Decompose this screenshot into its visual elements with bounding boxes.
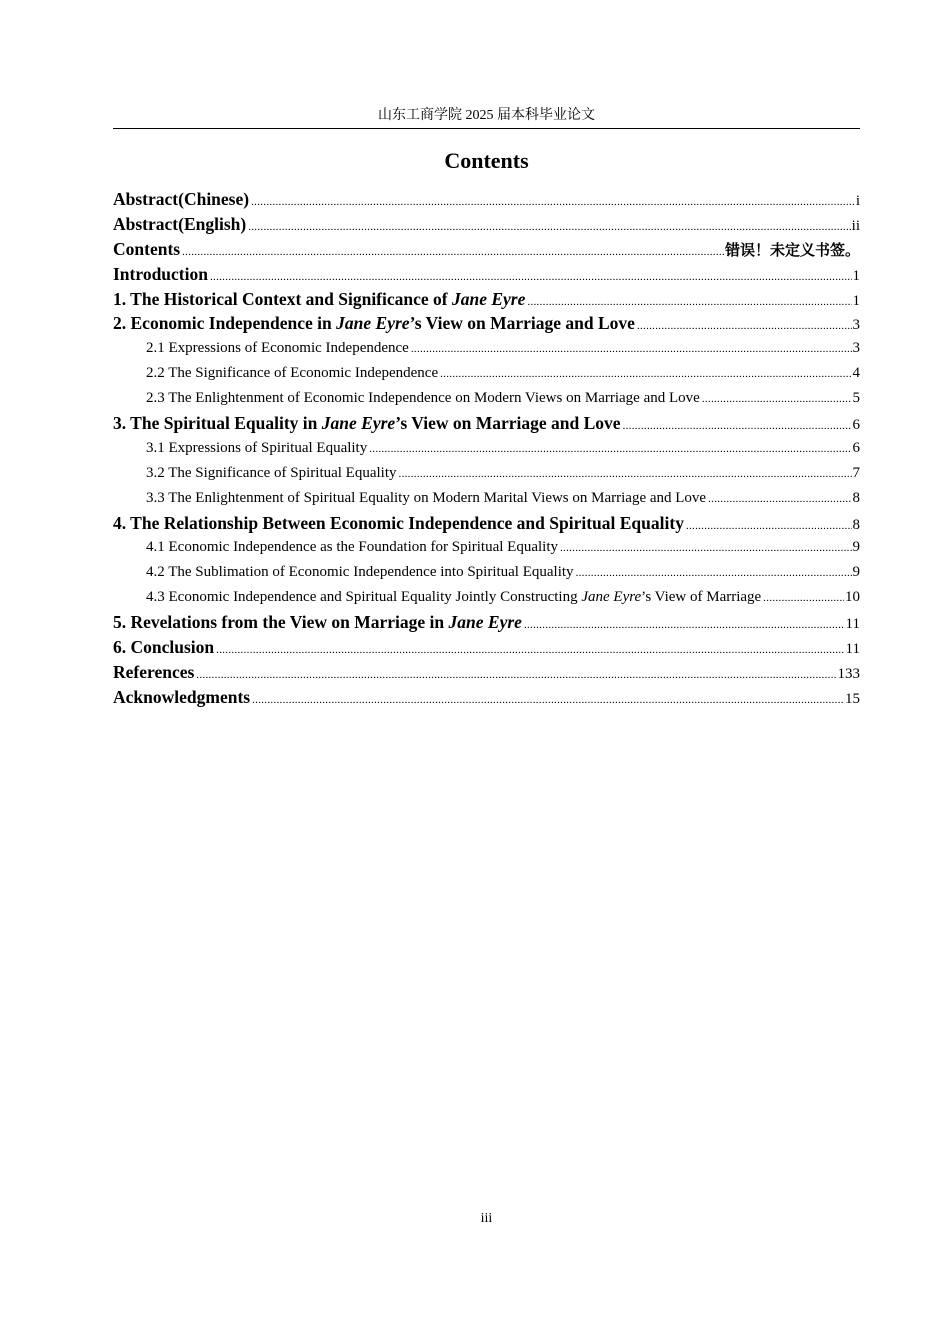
dot-leader: [251, 190, 855, 215]
toc-page-number: 11: [845, 616, 860, 633]
toc-entry-chapter[interactable]: [113, 511, 860, 536]
toc-entry-title: [113, 237, 180, 262]
toc-entry-title: [113, 287, 525, 312]
toc-entry-section[interactable]: [113, 486, 860, 511]
toc-entry-title: [113, 635, 214, 660]
toc-page-number: 7: [852, 464, 860, 481]
toc-title-text: 4.2 The Sublimation of Economic Independence into Spiritual Equality: [146, 564, 574, 581]
toc-entry-chapter[interactable]: [113, 610, 860, 635]
toc-entry-title: [146, 560, 574, 585]
toc-entry-title: [113, 511, 684, 536]
toc-entry-title: [146, 585, 761, 610]
toc-page-number: i: [855, 193, 860, 209]
toc-title-text: 6. Conclusion: [113, 637, 215, 658]
toc-title-italic: Jane Eyre: [336, 313, 410, 334]
toc-page-number: ii: [851, 217, 860, 234]
toc-title-text: Abstract(English): [113, 213, 247, 234]
toc-title-text: 3.1 Expressions of Spiritual Equality: [146, 439, 368, 456]
toc-title-italic: Jane Eyre: [581, 589, 642, 606]
toc-title-italic: Jane Eyre: [321, 413, 396, 434]
toc-page-number: 6: [852, 417, 860, 434]
toc-title-text: Abstract(Chinese): [113, 189, 250, 209]
toc-title-text: 4.1 Economic Independence as the Foundation for Spiritual Equality: [146, 539, 558, 556]
running-header: 山东工商学院 2025 届本科毕业论文: [378, 108, 595, 123]
toc-entry-title: [146, 336, 409, 361]
dot-leader: [560, 536, 852, 561]
toc-page-number: 5: [852, 390, 860, 407]
toc-entry-section[interactable]: [113, 461, 860, 486]
toc-entry-title: [146, 436, 367, 461]
toc-entry-chapter[interactable]: [113, 237, 860, 262]
page-number: iii: [480, 1211, 493, 1226]
toc-page-number: 15: [845, 690, 860, 707]
dot-leader: [576, 561, 852, 586]
dot-leader: [623, 414, 852, 439]
table-of-contents: [113, 187, 860, 710]
toc-entry-section[interactable]: [113, 336, 860, 361]
toc-entry-title: [113, 411, 621, 436]
dot-leader: [637, 314, 852, 339]
toc-title-tail: ’s View on Marriage and Love: [395, 413, 621, 434]
toc-page-number: 8: [852, 489, 860, 506]
dot-leader: [440, 362, 851, 387]
dot-leader: [686, 514, 852, 539]
toc-entry-title: [146, 461, 397, 486]
dot-leader: [216, 638, 844, 663]
dot-leader: [411, 337, 852, 362]
toc-title-text: 4. The Relationship Between Economic Independence and Spiritual Equality: [113, 512, 684, 533]
toc-entry-title: [113, 187, 249, 212]
toc-title-text: Acknowledgments: [113, 686, 251, 707]
toc-title-text: 1. The Historical Context and Significance of: [113, 288, 452, 309]
toc-page-number: 错误！未定义书签。: [724, 240, 860, 259]
dot-leader: [182, 240, 724, 265]
toc-page-number: 8: [852, 516, 860, 533]
toc-entry-title: [146, 386, 700, 411]
toc-entry-chapter[interactable]: [113, 635, 860, 660]
toc-title-italic: Jane Eyre: [451, 288, 526, 309]
toc-title-text: 3.2 The Significance of Spiritual Equality: [146, 464, 397, 481]
toc-title-text: 2.1 Expressions of Economic Independence: [146, 340, 409, 357]
toc-title-text: 2.2 The Significance of Economic Independence: [146, 365, 439, 382]
toc-entry-title: [113, 610, 522, 635]
toc-page-number: 1: [852, 292, 860, 309]
toc-title-text: Contents: [113, 238, 181, 259]
toc-title-text: 2. Economic Independence in: [113, 313, 337, 334]
toc-title-text: 3.3 The Enlightenment of Spiritual Equality on Modern Marital Views on Marriage and Love: [146, 489, 707, 506]
toc-page-number: 1: [852, 267, 860, 284]
toc-entry-title: [146, 535, 558, 560]
toc-entry-chapter[interactable]: [113, 212, 860, 237]
toc-title-text: 5. Revelations from the View on Marriage in: [113, 612, 449, 633]
toc-page-number: 9: [852, 539, 860, 556]
toc-entry-chapter[interactable]: [113, 187, 860, 212]
toc-entry-section[interactable]: [113, 535, 860, 560]
toc-page-number: 9: [852, 564, 860, 581]
toc-page-number: 133: [837, 665, 860, 682]
toc-page-number: 3: [852, 317, 860, 334]
dot-leader: [763, 586, 844, 611]
dot-leader: [708, 487, 851, 512]
toc-page-number: 3: [852, 340, 860, 357]
toc-entry-chapter[interactable]: [113, 685, 860, 710]
toc-page-number: 11: [845, 641, 860, 658]
toc-page-number: 6: [852, 439, 860, 456]
toc-entry-section[interactable]: [113, 361, 860, 386]
page-title: Contents: [444, 148, 529, 173]
toc-entry-section[interactable]: [113, 386, 860, 411]
toc-entry-title: [113, 262, 208, 287]
dot-leader: [252, 688, 844, 713]
dot-leader: [196, 663, 836, 688]
toc-entry-chapter[interactable]: [113, 287, 860, 312]
dot-leader: [369, 437, 851, 462]
toc-entry-chapter[interactable]: [113, 411, 860, 436]
toc-entry-title: [146, 361, 438, 386]
toc-entry-chapter[interactable]: [113, 262, 860, 287]
toc-title-text: 2.3 The Enlightenment of Economic Independence on Modern Views on Marriage and Love: [146, 390, 700, 407]
toc-title-tail: ’s View of Marriage: [641, 589, 762, 606]
dot-leader: [399, 462, 852, 487]
toc-entry-title: [146, 486, 706, 511]
toc-entry-section[interactable]: [113, 436, 860, 461]
toc-title-text: Introduction: [113, 263, 208, 284]
dot-leader: [248, 215, 850, 240]
toc-entry-chapter[interactable]: [113, 660, 860, 685]
toc-title-text: References: [113, 661, 195, 682]
toc-entry-section[interactable]: [113, 585, 860, 610]
toc-entry-title: [113, 212, 246, 237]
toc-entry-title: [113, 685, 250, 710]
toc-page-number: 10: [845, 589, 860, 606]
toc-title-italic: Jane Eyre: [448, 612, 522, 633]
toc-title-tail: ’s View on Marriage and Love: [409, 313, 635, 334]
dot-leader: [524, 613, 845, 638]
toc-entry-title: [113, 660, 194, 685]
toc-entry-section[interactable]: [113, 560, 860, 585]
toc-entry-chapter[interactable]: [113, 311, 860, 336]
dot-leader: [702, 387, 852, 412]
toc-page-number: 4: [852, 365, 860, 382]
toc-entry-title: [113, 311, 635, 336]
header-rule: [113, 128, 860, 129]
toc-title-text: 4.3 Economic Independence and Spiritual Equality Jointly Constructing: [146, 589, 582, 606]
toc-title-text: 3. The Spiritual Equality in: [113, 413, 322, 434]
